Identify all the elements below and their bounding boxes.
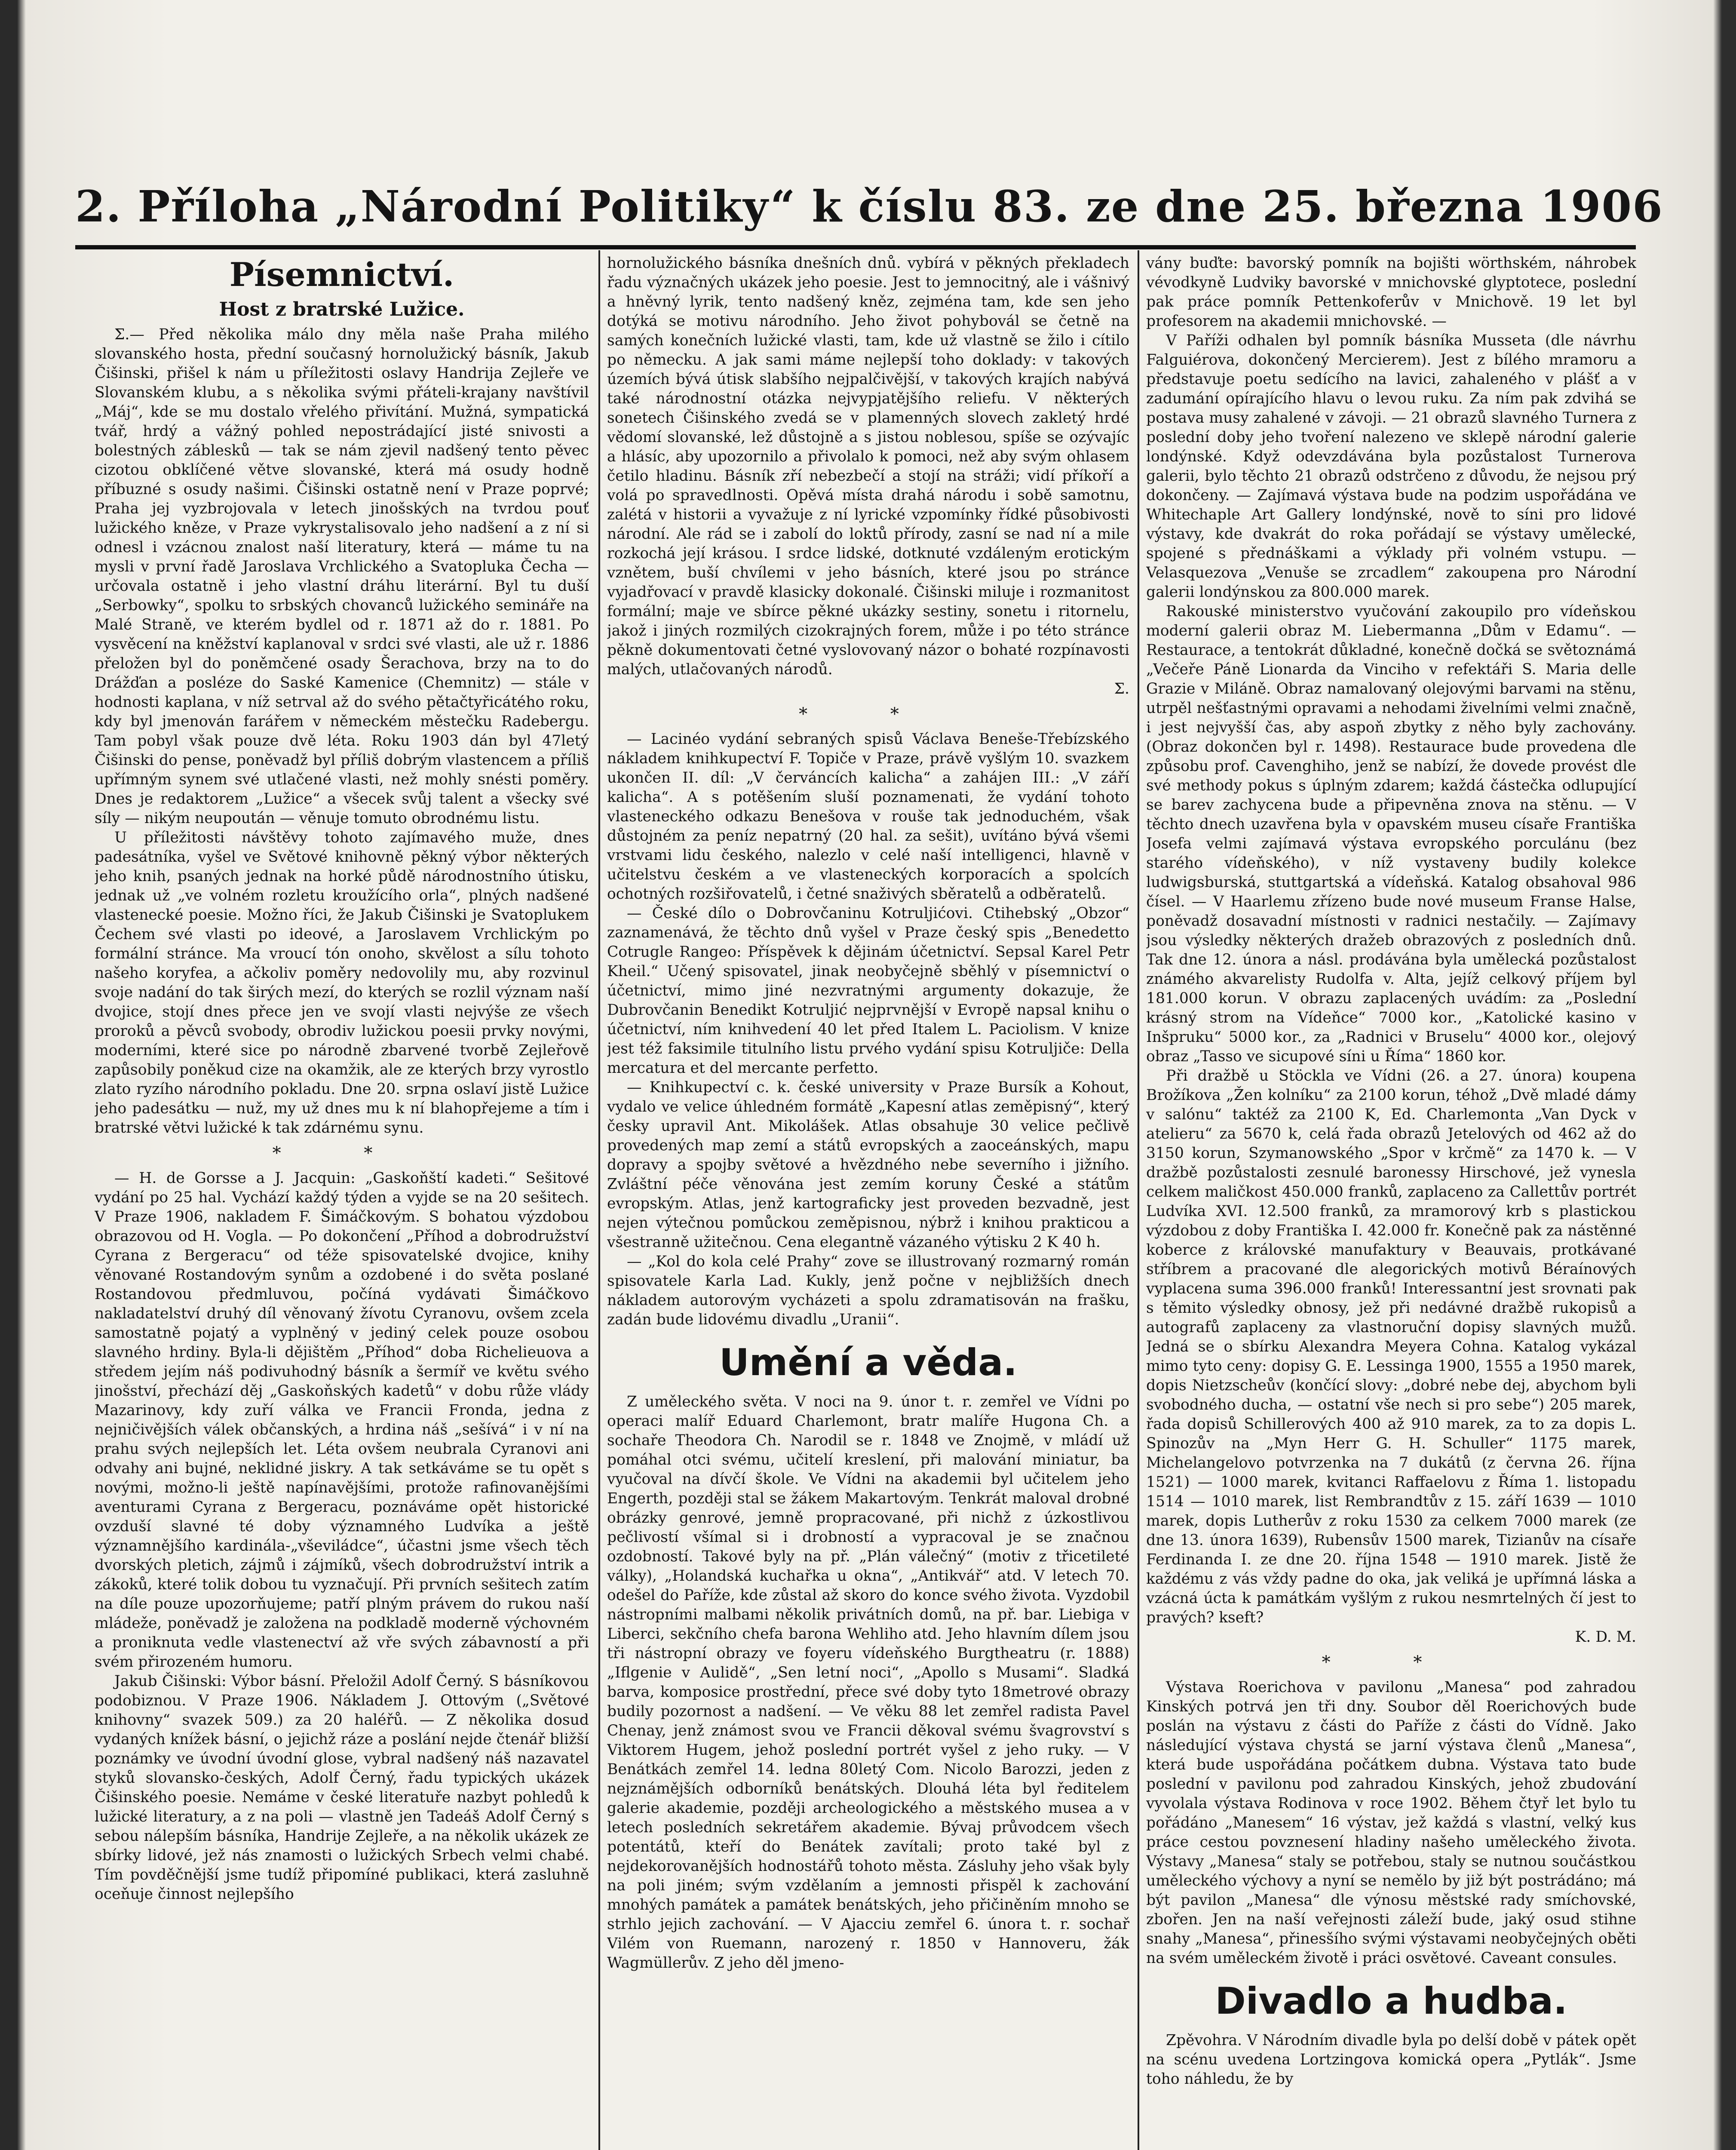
column-rule-1: [598, 250, 600, 2150]
article-paragraph: — H. de Gorsse a J. Jacquin: „Gaskoňští kadeti.“ Sešitové vydání po 25 hal. Vychází každý týden a vyjde se na 20 sešitech. V Praze 1906, nakladem F. Šimáčkovým. S bohatou výzdobou obrazovou od H. Vogla. — Po dokončení „Příhod a dobrodružství Cyrana z Bergeracu“ od téže spisovatelské dvojice, knihy věnované Rostandovým synům a ozdobené i do světa poslané Rostandovou předmluvou, počíná vydávati Šimáčkovo nakladatelství druhý díl věnovaný žívotu Cyranovu, ovšem zcela samostatně pojatý a vyplněný v jediný celek pouze osobou slavného hrdiny. Byla-li dějištěm „Příhod“ doba Richelieuova a středem jejím náš podivuhodný básník a šermíř ve květu svého jinošství, přechází děj „Gaskoňských kadetů“ v dobu růže vlády Mazarinovy, kdy zuří válka ve Francii Fronda, jedna z nejničivějších válek občanských, a hrdina náš „sešívá“ i v ní na prahu svých nejlepších let. Léta ovšem neubrala Cyranovi ani odvahy ani bujné, neklidné jiskry. A tak setkáváme se tu opět s novými, možno-li ještě napínavějšími, protože rafinovanějšími aventurami Cyrana z Bergeracu, poznáváme opět historické ovzduší slavné té doby významného Ludvíka a ještě významnějšího kardinála-„vševiládce“, účastni jsme všech těch dvorských pletich, zájmů i zájmíků, všech dobrodružství intrik a zákoků, které tolik dobou tu vyznačují. Při prvních sešitech zatím na díle pouze upozorňujeme; patří plným právem do rukou naší mládeže, poněvadž je založena na podkladě moderně výchovném a proniknuta vedle vlastenectví až vře svých zábavností a při svém přirozeném humoru.: [95, 1170, 589, 1671]
article-paragraph: Σ.— Před několika málo dny měla naše Praha milého slovanského hosta, přední současný hornolužický básník, Jakub Čišinski, přišel k nám u příležitosti oslavy Handrija Zejleře ve Slovanském klubu, a s několika svými přáteli-krajany navštívil „Máj“, kde se mu dostalo vřelého přivítání. Mužná, sympatická tvář, hrdý a vážný pohled nepostrádající jisté snivosti a bolestných záblesků — tak se nám zjevil nadšený tento pěvec cizotou obklíčené větve slovanské, která má osudy hodně příbuzné s osudy našimi. Čišinski ostatně není v Praze poprvé; Praha jej vyzbrojovala v letech jinošských na tvrdou pouť lužického kněze, v Praze vykrystalisovalo jeho nadšení a z ní si odnesl i vzácnou znalost naší literatury, která — máme tu na mysli v první řadě Jaroslava Vrchlického a Svatopluka Čecha — určovala ostatně i jeho vlastní dráhu literární. Byl tu duší „Serbowky“, spolku to srbských chovanců lužického semináře na Malé Straně, ve kterém bydlel od r. 1871 až do r. 1881. Po vysvěcení na kněžství kaplanoval v srdci své vlasti, ale už r. 1886 přeložen byl do poněmčené osady Šerachova, brzy na to do Drážďan a posléze do Saské Kamenice (Chemnitz) — stále v hodnosti kaplana, v níž setrval až do svého pětačtyřicátého roku, kdy byl jmenován farářem v německém městečku Radebergu. Tam pobyl však pouze dvě léta. Roku 1903 dán byl 47letý Čišinski do pense, poněvadž byl příliš dobrým vlastencem a příliš upřímným synem své utlačené vlasti, než mohly snésti poměry. Dnes je redaktorem „Lužice“ a všecek svůj talent a všecky své síly — nikým neupoután — věnuje tomuto obrodnému listu.: [95, 326, 589, 827]
article-paragraph: — „Kol do kola celé Prahy“ zove se illustrovaný rozmarný román spisovatele Karla Lad. Kukly, jenž počne v nejbližších dnech nákladem autorovým vycházeti a spolu zdramatisován na frašku, zadán bude lidovému divadlu „Uranii“.: [607, 1253, 1129, 1328]
section-separator-stars: * *: [272, 1143, 411, 1163]
section-title-theatre-music: Divadlo a hudba.: [1215, 1980, 1567, 2023]
article-paragraph: Zpěvohra. V Národním divadle byla po delší době v pátek opět na scénu uvedena Lortzingova komická opera „Pytlák“. Jsme toho náhledu, že by: [1146, 2032, 1636, 2088]
article-paragraph: U příležitosti návštěvy tohoto zajímavého muže, dnes padesátníka, vyšel ve Světové knihovně pěkný výbor některých jeho knih, psaných jednak na horké půdě národnostního útisku, jednak už „ve volném rozletu kroužícího orla“, plných nadšené vlastenecké poesie. Možno říci, že Jakub Čišinski je Svatoplukem Čechem své vlasti po ideové, a Jaroslavem Vrchlickým po formální stránce. Ma vroucí tón onoho, skvělost a sílu tohoto našeho koryfea, a ačkoliv poměry nedovolily mu, aby rozvinul svoje nadání do tak širých mezí, do kterých se rozlil význam naší dvojice, stojí dnes přece jen ve svojí vlasti nejvýše ze všech proroků a pěvců svobody, obrodiv lužickou poesii prvky novými, moderními, které sice po národně zbarvené tvorbě Zejleřově zapůsobily poněkud cize na okamžik, ale ze kterých brzy vyrostlo zlato ryzího národního pokladu. Dne 20. srpna oslaví jistě Lužice jeho padesátku — nuž, my už dnes mu k ní blahopřejeme a tím i bratrské větvi lužické k tak zdárnému synu.: [95, 829, 589, 1136]
section-separator-stars: * *: [799, 704, 938, 724]
article-paragraph: Z uměleckého světa. V noci na 9. únor t. r. zemřel ve Vídni po operaci malíř Eduard Charlemont, bratr malíře Hugona Ch. a sochaře Theodora Ch. Narodil se r. 1848 ve Znojmě, v mládí už pomáhal otci svému, učitelí kreslení, při malování miniatur, ba vyučoval na dívčí škole. Ve Vídni na akademii byl učitelem jeho Engerth, později stal se žákem Makartovým. Tenkrát maloval drobné obrázky genrové, jemně propracované, při nichž z úzkostlivou pečlivostí všímal si i drobností a vypracoval je se značnou ozdobností. Takové byly na př. „Plán válečný“ (motiv z třicetileté války), „Holandská kuchařka u okna“, „Antikvář“ atd. V letech 70. odešel do Paříže, kde zůstal až skoro do konce svého života. Vyzdobil nástropními malbami několik privátních domů, na př. bar. Liebiga v Liberci, sekčního chefa barona Wehliho atd. Jeho hlavním dílem jsou tři nástropní obrazy ve foyeru vídeňského Burgtheatru (r. 1888) „Iflgenie v Aulidě“, „Sen letní noci“, „Apollo s Musami“. Sladká barva, komposice prostřední, přece své doby tyto 18metrové obrazy budily pozornost a nadšení. — Ve věku 88 let zemřel radista Pavel Chenay, jenž známost svou ve Francii děkoval svému švagrovství s Viktorem Hugem, jehož poslední portrét vyšel z jeho ruky. — V Benátkách zemřel 14. ledna 80letý Com. Nicolo Barozzi, jeden z nejznámějších odborníků benátských. Dlouhá léta byl ředitelem galerie akademie, později archeologického a městského musea a v letech posledních sekretářem akademie. Bývaj průvodcem všech potentátů, kteří do Benátek zavítali; proto také byl z nejdekorovanějších hodnostářů tohoto města. Zásluhy jeho však byly na poli jiném; svým vzdělaním a jemnosti přispěl k zachování mnohých památek a památek benátských, jeho přičiněním mnoho se strhlo jejich zachování. — V Ajacciu zemřel 6. února t. r. sochař Vilém von Ruemann, narozený r. 1850 v Hannoveru, žák Wagmüllerův. Z jeho děl jmeno-: [607, 1393, 1129, 1972]
masthead: 2. Příloha „Národní Politiky“ k číslu 83. ze dne 25. března 1906: [75, 181, 1663, 232]
article-paragraph: Rakouské ministerstvo vyučování zakoupilo pro vídeňskou moderní galerii obraz M. Liebermanna „Dům v Edamu“. — Restaurace, a tentokrát důkladné, konečně dočká se světoznámá „Večeře Páně Lionarda da Vinciho v refektáři S. Maria delle Grazie v Miláně. Obraz namalovaný olejovými barvami na stěnu, utrpěl nešťastnými opravami a nehodami živelními velmi značně, i jest nejvyšší čas, aby aspoň zbytky z něho byly zachovány. (Obraz dokončen byl r. 1498). Restaurace bude provedena dle způsobu prof. Cavenghiho, jenž se nabízí, že dovede provést dle své methody pokus s úplným zdarem; každá částečka odlupující se barev zachycena bude a připevněna znova na stěnu. — V těchto dnech uzavřena byla v opavském museu císaře Františka Josefa velmi zajímavá výstava evropského porculánu (bez starého vídeňského), v níž vystaveny budily kolekce ludwigsburská, stuttgartská a vídeňská. Katalog obsahoval 986 čísel. — V Haarlemu zřízeno bude nové museum Franse Halse, poněvadž dosavadní místnosti v radnici nestačily. — Zajímavy jsou výsledky některých dražeb obrazových z posledních dnů. Tak dne 12. února a násl. prodávána byla umělecká pozůstalost známého akvarelisty Rudolfa v. Alta, jejíž celkový příjem byl 181.000 korun. V obrazu zaplacených uvádím: za „Poslední krásný strom na Vídeňce“ 7000 kor., „Katolické kasino v Inšpruku“ 5000 kor., za „Radnici v Bruselu“ 4000 kor., olejový obraz „Tasso ve sicupové síni u Říma“ 1860 kor.: [1146, 603, 1636, 1065]
article-paragraph: — České dílo o Dobrovčaninu Kotruljićovi. Ctihebský „Obzor“ zaznamenává, že těchto dnů vyšel v Praze český spis „Benedetto Cotrugle Rangeo: Příspěvek k dějinám účetnictví. Sepsal Karel Petr Kheil.“ Učený spisovatel, jinak neobyčejně sběhlý v písemnictví o účetnictví, mimo jiné nezvratnými argumenty dokazuje, že Dubrovčanin Benedikt Kotruljić nejprvnější v Evropě napsal knihu o účetnictví, ním knihvedení 40 let před Italem L. Paciolism. V knize jest též faksimile titulního listu prvého vydání spisu Kotruljiče: Della mercatura et del mercante perfetto.: [607, 905, 1129, 1077]
signature: Σ.: [1114, 680, 1129, 697]
article-paragraph: — Lacinéo vydání sebraných spisů Václava Beneše-Třebízského nákladem knihkupectví F. Topiče v Praze, právě vyšlým 10. svazkem ukončen II. díl: „V červáncích kalicha“ a zahájen III.: „V září kalicha“. A s potěšením sluší poznamenati, že vydání tohoto vlasteneckého odkazu Benešova v rouše tak jednoduchém, však důstojném za peníz nepatrný (20 hal. za sešit), uvítáno bývá všemi vrstvami lidu českého, nalezlo v celé naší intelligenci, hlavně v učitelstvu českém a ve vlasteneckých korporacích a spolcích ochotných rozšiřovatelů, i četné snaživých sběratelů a odběratelů.: [607, 731, 1129, 903]
article-paragraph: — Knihkupectví c. k. české university v Praze Bursík a Kohout, vydalo ve velice úhledném formátě „Kapesní atlas zeměpisný“, který česky upravil Ant. Mikolášek. Atlas obsahuje 30 velice pečlivě provedených map zemí a států evropských a zaoceánských, mapu dopravy a spojby světové a hvězdného nebe severního i jižního. Zvláštní péče věnována jest zemím koruny České a státům evropským. Atlas, jenž kartograficky jest proveden bezvadně, jest nejen výtečnou pomůckou zeměpisnou, nýbrž i knihou prakticou a všestranně užitečnou. Cena elegantně vázaného výtisku 2 K 40 h.: [607, 1079, 1129, 1251]
section-title-art-science: Umění a věda.: [719, 1341, 1018, 1384]
article-paragraph: Výstava Roerichova v pavilonu „Manesa“ pod zahradou Kinských potrvá jen tři dny. Soubor děl Roerichových bude poslán na výstavu z části do Paříže z části do Vídně. Jako následující výstava chystá se jarní výstava členů „Manesa“, která bude uspořádána počátkem dubna. Výstava tato bude poslední v pavilonu pod zahradou Kinských, jehož zbudování vyvolala výstava Rodinova v roce 1902. Během čtyř let bylo tu pořádáno „Manesem“ 16 výstav, jež každá s vlastní, velký kus práce cestou povznesení hladiny našeho uměleckého života. Výstavy „Manesa“ staly se potřebou, staly se nutnou součástkou uměleckého výchovy a nyní se nemělo by již být postrádáno; má být pavilon „Manesa“ dle výnosu městské rady smíchovské, zbořen. Jen na naší veřejnosti záleží bude, jaký osud stihne snahy „Manesa“, přinesšího svými výstavami neobyčejných oběti na svém uměleckém životě i práci osvětové. Caveant consules.: [1146, 1679, 1636, 1967]
signature: K. D. M.: [1575, 1628, 1636, 1646]
article-paragraph: hornolužického básníka dnešních dnů. vybírá v pěkných překladech řadu význačných ukázek jeho poesie. Jest to jemnocitný, ale i vášnivý a hněvný lyrik, tento nadšený kněz, zejména tam, kde sen jeho dotýká se motivu národního. Jeho život pohybovál se četně na samých konečních lužické vlasti, tam, kde už vlastně se žilo i cítilo po německu. A jak sami máme nejlepší toho doklady: v takových územích bývá útisk slabšího nejpalčivější, v takových krajích nabývá také národnostní otázka nejvypjatějšího reliefu. V některých sonetech Čišinského zvedá se v plamenných slovech zakletý hrdé vědomí slovanské, lež důstojně a s jistou noblesou, spíše se ozývajíc a hlásíc, aby upozornilo a přivolalo k pomoci, než aby svým ohlasem četilo hladinu. Básník zří nebezbečí a stojí na stráži; vidí příkoří a volá po spravedlnosti. Opěvá místa drahá národu i sobě samotnu, zalétá v historii a vyvažuje z ní lyrické vzpomínky řídké působivosti národní. Ale rád se i zabolí do loktů přírody, zasní se nad ní a mile rozkochá její krásou. I srdce lidské, dotknuté vzdáleným erotickým vznětem, buší chvílemi v jeho básních, které jsou po stránce vyjadřovací v pravdě klasicky dokonalé. Čišinski miluje i rozmanitost formální; maje ve sbírce pěkné ukázky sestiny, sonetu i ritornelu, jakož i jiných rozmilých cizokrajných forem, může i po této stránce pěkně dokumentovati četné vyslovovaný názor o bohaté rozpínavosti malých, utlačovaných národů.: [607, 255, 1129, 678]
column-1: [95, 254, 589, 2150]
article-paragraph: Při dražbě u Stöckla ve Vídni (26. a 27. února) koupena Brožíkova „Žen kolníku“ za 2100 korun, téhož „Dvě mladé dámy v salónu“ taktéž za 2100 K, Ed. Charlemonta „Van Dyck v atelieru“ za 5670 k, celá řada obrazů Jetelových od 462 až do 3150 korun, Szymanowského „Spor v krčmě“ za 1470 k. — V dražbě pozůstalosti zesnulé baronessy Hirschové, jež vynesla celkem maličkost 450.000 franků, zaplaceno za Callettův portrét Ludvíka XVI. 12.500 franků, za mramorový krb s plastickou výzdobou z doby Františka I. 42.000 fr. Konečně pak za nástěnné koberce z královské manufaktury v Beauvais, protkávané stříbrem a pracované dle alegorických motivů Béraínových vyplacena suma 396.000 franků! Interessantní jest srovnati pak s těmito výsledky obnosy, jež při nedávné dražbě rukopisů a autografů zaplaceny za vlastnoruční dopisy slavných mužů. Jedná se o sbírku Alexandra Meyera Cohna. Katalog vykázal mimo tyto ceny: dopisy G. E. Lessinga 1900, 1555 a 1950 marek, dopis Nietzscheův (končící slovy: „dobré nebe dej, abychom byli svobodného ducha, — ostatní vše nech si pro sebe“) 205 marek, řada dopisů Schillerových 400 až 910 marek, za to za dopis L. Spinozův na „Myn Herr G. H. Schuller“ 1175 marek, Michelangelovo potvrzenka na 7 dukátů (z června 26. října 1521) — 1000 marek, kvitanci Raffaelovu z Říma 1. listopadu 1514 — 1010 marek, list Rembrandtův z 15. září 1639 — 1010 marek, dopis Lutherův z roku 1530 za celkem 7000 marek (ze dne 13. února 1639), Rubensův 1500 marek, Tizianův na císaře Ferdinanda I. ze dne 20. října 1548 — 1910 marek. Jistě že každému z vás vždy padne do oka, jak veliká je upřímná láska a vzácná úcta k památkám vyšlým z rukou nesmrtelných čí jest to pravých? kseft?: [1146, 1067, 1636, 1626]
article-title-host: Host z bratrské Lužice.: [219, 298, 465, 320]
masthead-rule: [75, 245, 1636, 249]
section-title-literature: Písemnictví.: [229, 255, 454, 294]
article-paragraph: Jakub Čišinski: Výbor básní. Přeložil Adolf Černý. S básníkovou podobiznou. V Praze 1906. Nákladem J. Ottovým („Světové knihovny“ svazek 509.) za 20 haléřů. — Z několika dosud vydaných knížek básní, o jejichž ráze a poslání nejde čtenář bližší poznámky ve úvodní úvodní glose, vybral nadšený náš nazavatel styků slovansko-českých, Adolf Černý, řadu typických ukázek Čišinského poesie. Nemáme v české literatuře nazbyt pohledů k lužické literatury, a z na poli — vlastně jen Tadeáš Adolf Černý s sebou nálepším básníka, Handrije Zejleře, a na několik ukázek ze sbírky lidové, jež nás znamosti o lužických Srbech velmi chabé. Tím povděčnější jsme tudíž připomíné publikaci, která zasluhně oceňuje činnost nejlepšího: [95, 1673, 589, 1903]
column-rule-2: [1138, 250, 1139, 2150]
article-paragraph: V Paříži odhalen byl pomník básníka Musseta (dle návrhu Falguiérova, dokončený Mercierem). Jest z bílého mramoru a představuje poetu sedícího na lavici, zahaleného v plášť a v zadumání opírajícího hlavu o levou ruku. Za ním pak zdvihá se postava musy zahalené v závoji. — 21 obrazů slavného Turnera z poslední doby jeho tvoření nalezeno ve sklepě národní galerie londýnské. Když odevzdávána byla pozůstalost Turnerova galerii, bylo těchto 21 obrazů odstrčeno z důvodu, že nejsou prý dokončeny. — Zajímavá výstava bude na podzim uspořádána ve Whitechaple Art Gallery londýnské, nově to síni pro lidové výstavy, kde dvakrát do roka pořádají se výstavy umělecké, spojené s přednáškami a výklady při volném vstupu. — Velasquezova „Venuše se zrcadlem“ zakoupena pro Národní galerii londýnskou za 800.000 marek.: [1146, 332, 1636, 601]
section-separator-stars: * *: [1322, 1652, 1461, 1672]
column-2: [607, 254, 1129, 2150]
article-paragraph: vány buďte: bavorský pomník na bojišti wörthském, náhrobek vévodkyně Ludviky bavorské v mnichovské glyptotece, poslední pak práce pomník Pettenkoferův v Mnichově. 19 let byl profesorem na akademii mnichovské. —: [1146, 255, 1636, 330]
column-3: [1146, 254, 1636, 2150]
